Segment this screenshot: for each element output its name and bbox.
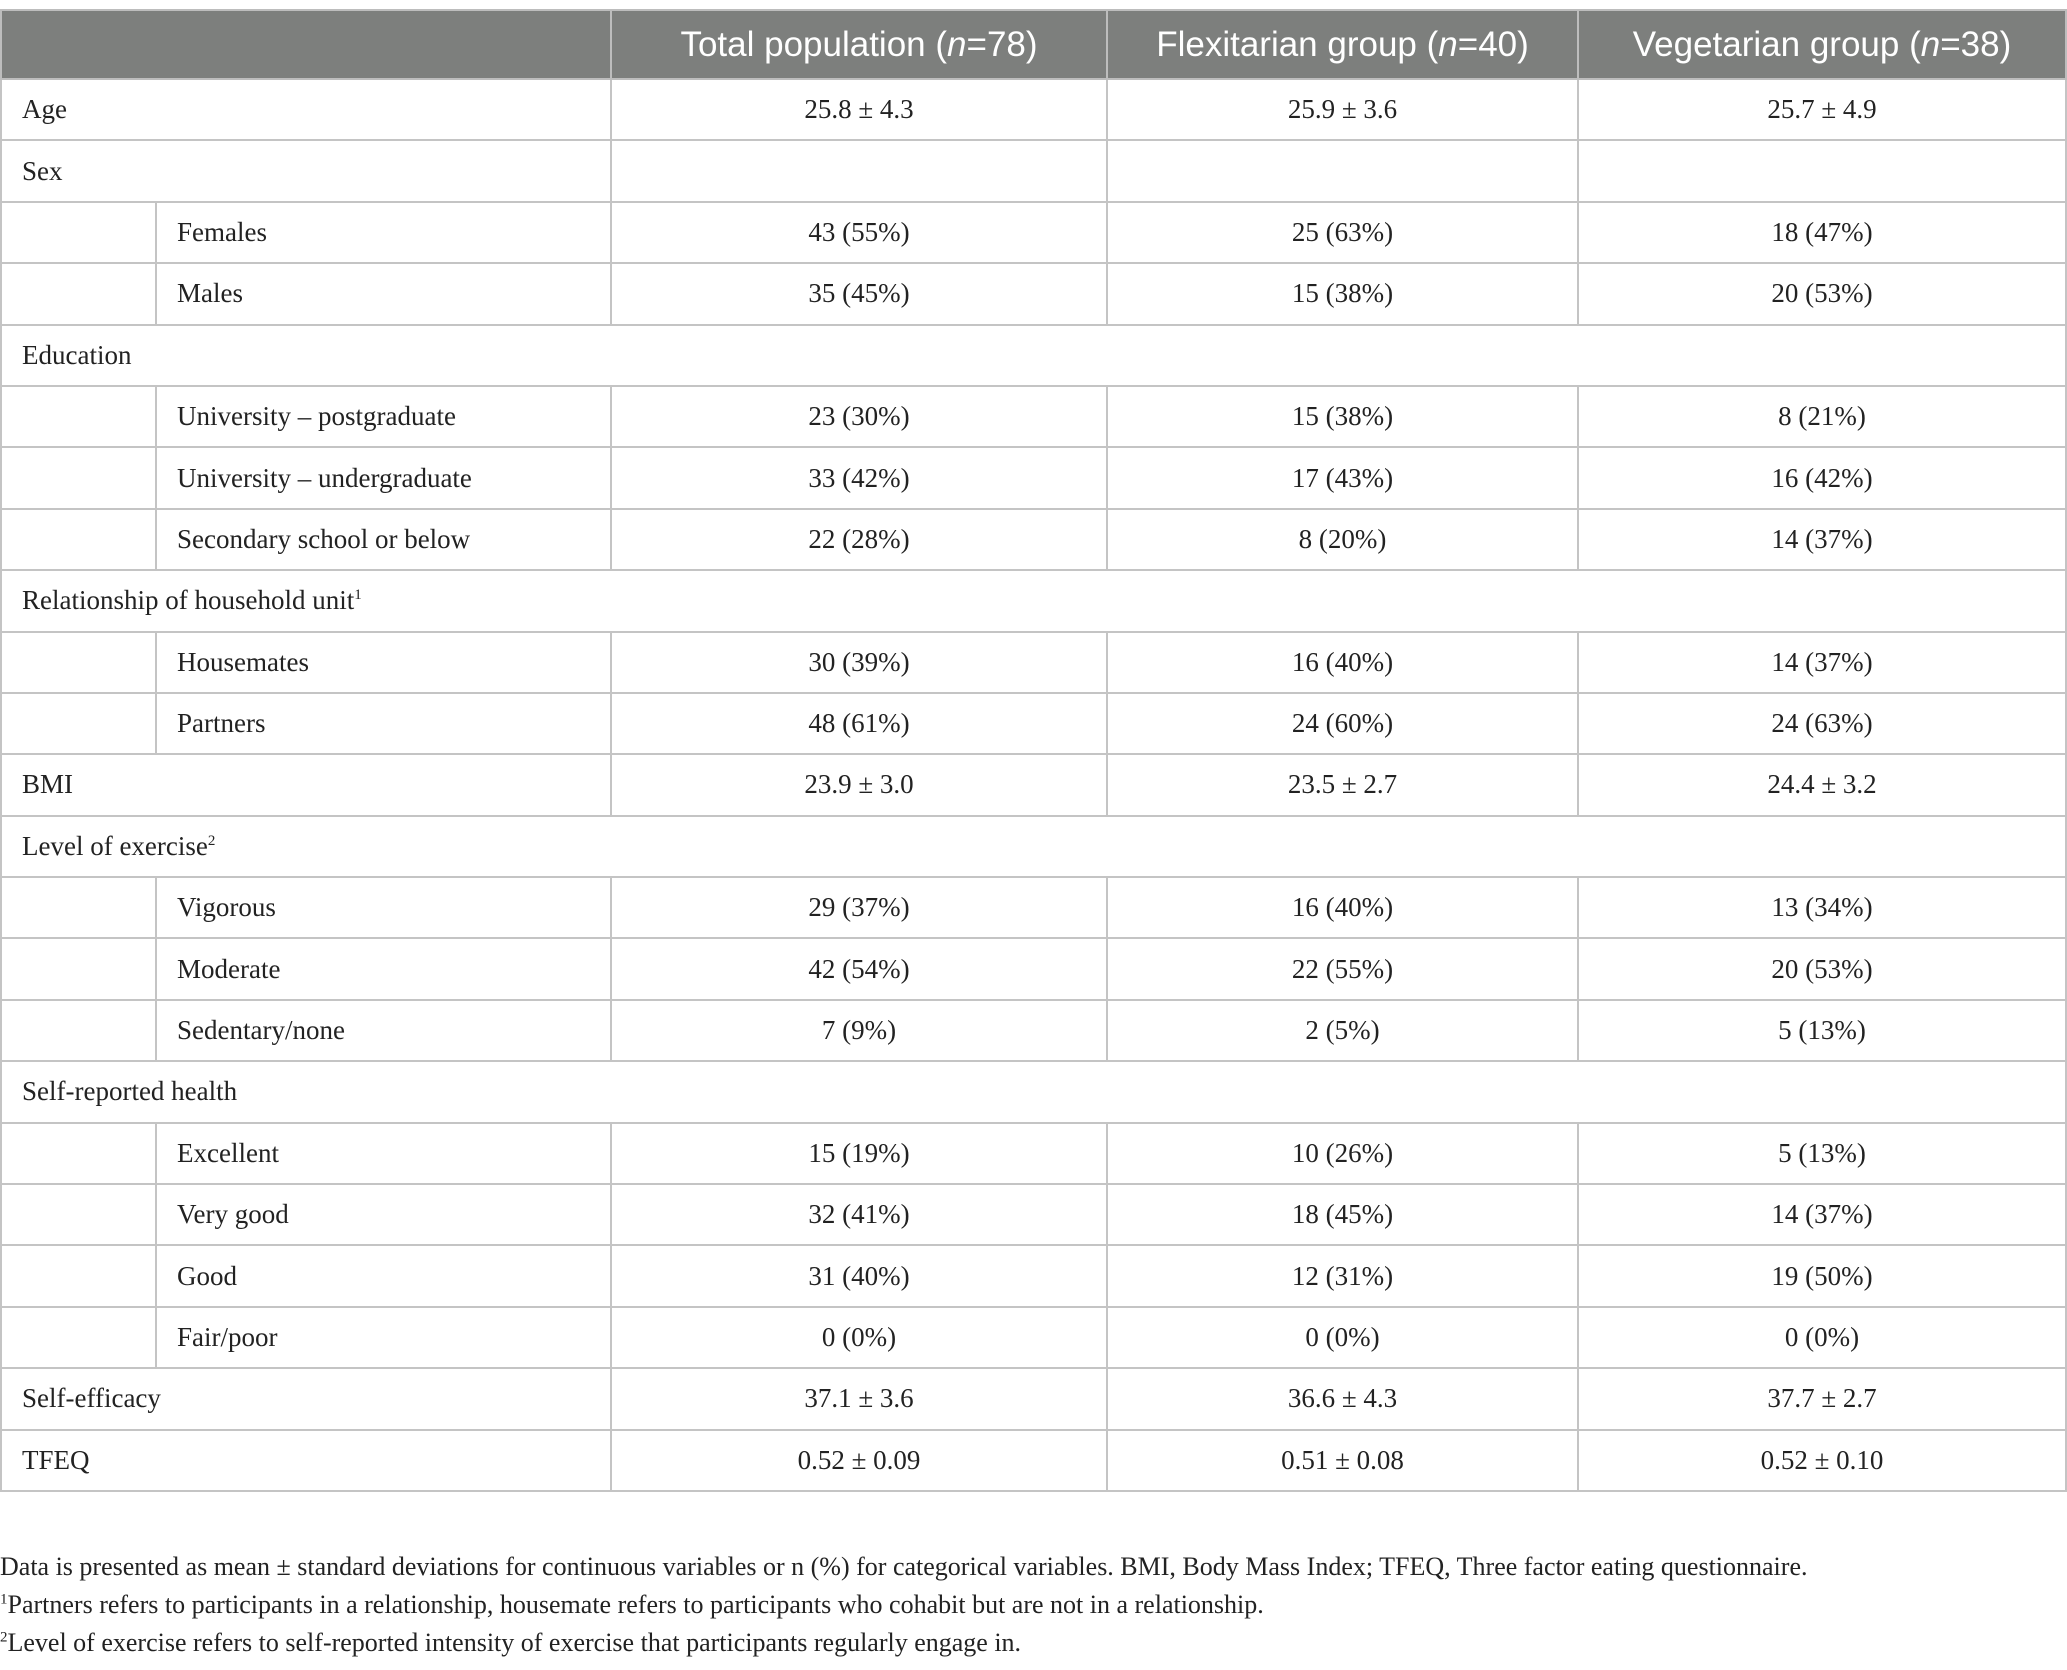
indent-cell <box>1 263 156 324</box>
value-cell: 25.7 ± 4.9 <box>1578 79 2066 140</box>
table-row <box>1 263 2066 324</box>
sub-row-label: Good <box>156 1245 611 1306</box>
value-cell: 23 (30%) <box>611 386 1107 447</box>
sub-row-label: Partners <box>156 693 611 754</box>
header-text: Flexitarian group ( <box>1156 24 1439 64</box>
value-cell: 23.5 ± 2.7 <box>1107 754 1578 815</box>
footnote-text: Level of exercise refers to self-reported intensity of exercise that participants regularly engage in. <box>7 1628 1022 1657</box>
value-cell: 25.8 ± 4.3 <box>611 79 1107 140</box>
value-cell: 5 (13%) <box>1578 1000 2066 1061</box>
section-label-text: Relationship of household unit <box>22 585 355 616</box>
value-cell: 18 (47%) <box>1578 202 2066 263</box>
header-count: =38) <box>1940 24 2012 64</box>
table-row <box>1 754 2066 815</box>
sub-row-label: Females <box>156 202 611 263</box>
sub-row-label: Sedentary/none <box>156 1000 611 1061</box>
value-cell: 14 (37%) <box>1578 1184 2066 1245</box>
value-cell: 19 (50%) <box>1578 1245 2066 1306</box>
sub-row-label: Housemates <box>156 632 611 693</box>
table-row <box>1 1061 2066 1122</box>
value-cell: 0.51 ± 0.08 <box>1107 1430 1578 1491</box>
table-row <box>1 140 2066 201</box>
section-label <box>1 325 2066 386</box>
header-n: n <box>1438 24 1458 64</box>
header-count: =40) <box>1457 24 1529 64</box>
value-cell: 22 (55%) <box>1107 938 1578 999</box>
footnote-marker: 1 <box>354 587 362 604</box>
value-cell: 32 (41%) <box>611 1184 1107 1245</box>
table-header-row <box>1 10 2066 79</box>
footnote-2 <box>0 1624 1807 1662</box>
row-label: Sex <box>1 140 611 201</box>
table-row <box>1 816 2066 877</box>
sub-row-label: Secondary school or below <box>156 509 611 570</box>
value-cell: 15 (38%) <box>1107 386 1578 447</box>
sub-row-label: Moderate <box>156 938 611 999</box>
header-text: Vegetarian group ( <box>1632 24 1921 64</box>
indent-cell <box>1 632 156 693</box>
empty-cell <box>1107 140 1578 201</box>
footnote-text: Partners refers to participants in a relationship, housemate refers to participants who cohabit but are not in a relationship. <box>7 1590 1264 1619</box>
value-cell: 0 (0%) <box>1107 1307 1578 1368</box>
value-cell: 33 (42%) <box>611 447 1107 508</box>
indent-cell <box>1 386 156 447</box>
value-cell: 24 (63%) <box>1578 693 2066 754</box>
indent-cell <box>1 202 156 263</box>
table-row <box>1 1184 2066 1245</box>
value-cell: 20 (53%) <box>1578 263 2066 324</box>
general-note: Data is presented as mean ± standard deviations for continuous variables or n (%) for categorical variables. BMI, Body Mass Index; TFEQ, Three factor eating questionnaire. <box>0 1552 1808 1581</box>
section-label <box>1 1061 2066 1122</box>
value-cell: 37.7 ± 2.7 <box>1578 1368 2066 1429</box>
table-row <box>1 877 2066 938</box>
header-n: n <box>1920 24 1941 64</box>
empty-cell <box>611 140 1107 201</box>
header-total-population <box>611 10 1107 79</box>
value-cell: 25 (63%) <box>1107 202 1578 263</box>
table-row <box>1 325 2066 386</box>
row-label: Self-efficacy <box>1 1368 611 1429</box>
section-label <box>1 570 2066 631</box>
footnote-marker: 2 <box>207 832 216 849</box>
section-label <box>1 816 2066 877</box>
header-count: =78) <box>966 24 1038 64</box>
section-label-text: Level of exercise <box>22 830 208 861</box>
table-footnotes <box>0 1548 1807 1662</box>
footnote-marker: 1 <box>0 1591 8 1608</box>
value-cell: 18 (45%) <box>1107 1184 1578 1245</box>
indent-cell <box>1 938 156 999</box>
value-cell: 35 (45%) <box>611 263 1107 324</box>
section-label-text: Self-reported health <box>22 1076 238 1107</box>
table-row <box>1 202 2066 263</box>
value-cell: 37.1 ± 3.6 <box>611 1368 1107 1429</box>
indent-cell <box>1 1184 156 1245</box>
sub-row-label: Excellent <box>156 1123 611 1184</box>
value-cell: 23.9 ± 3.0 <box>611 754 1107 815</box>
table-row <box>1 1123 2066 1184</box>
indent-cell <box>1 447 156 508</box>
value-cell: 5 (13%) <box>1578 1123 2066 1184</box>
value-cell: 24.4 ± 3.2 <box>1578 754 2066 815</box>
value-cell: 16 (40%) <box>1107 632 1578 693</box>
value-cell: 48 (61%) <box>611 693 1107 754</box>
indent-cell <box>1 1123 156 1184</box>
section-label-text: Education <box>22 339 132 370</box>
value-cell: 17 (43%) <box>1107 447 1578 508</box>
indent-cell <box>1 877 156 938</box>
table-row <box>1 79 2066 140</box>
table-row <box>1 386 2066 447</box>
indent-cell <box>1 693 156 754</box>
value-cell: 14 (37%) <box>1578 632 2066 693</box>
table-row <box>1 1000 2066 1061</box>
table-row <box>1 509 2066 570</box>
sub-row-label: Vigorous <box>156 877 611 938</box>
value-cell: 0.52 ± 0.09 <box>611 1430 1107 1491</box>
value-cell: 31 (40%) <box>611 1245 1107 1306</box>
value-cell: 42 (54%) <box>611 938 1107 999</box>
value-cell: 15 (38%) <box>1107 263 1578 324</box>
table-row <box>1 1368 2066 1429</box>
table-row <box>1 1430 2066 1491</box>
table-row <box>1 1245 2066 1306</box>
footnote-1 <box>0 1586 1807 1624</box>
value-cell: 7 (9%) <box>611 1000 1107 1061</box>
header-n: n <box>947 24 967 64</box>
value-cell: 10 (26%) <box>1107 1123 1578 1184</box>
sub-row-label: Very good <box>156 1184 611 1245</box>
row-label: Age <box>1 79 611 140</box>
sub-row-label: University – postgraduate <box>156 386 611 447</box>
header-text: Total population ( <box>680 24 948 64</box>
value-cell: 43 (55%) <box>611 202 1107 263</box>
table-row <box>1 938 2066 999</box>
value-cell: 20 (53%) <box>1578 938 2066 999</box>
table-row <box>1 693 2066 754</box>
value-cell: 0 (0%) <box>1578 1307 2066 1368</box>
indent-cell <box>1 1307 156 1368</box>
indent-cell <box>1 509 156 570</box>
value-cell: 24 (60%) <box>1107 693 1578 754</box>
sub-row-label: Males <box>156 263 611 324</box>
value-cell: 36.6 ± 4.3 <box>1107 1368 1578 1429</box>
table-row <box>1 632 2066 693</box>
value-cell: 2 (5%) <box>1107 1000 1578 1061</box>
value-cell: 14 (37%) <box>1578 509 2066 570</box>
table-row <box>1 447 2066 508</box>
row-label: TFEQ <box>1 1430 611 1491</box>
value-cell: 30 (39%) <box>611 632 1107 693</box>
footnote-marker: 2 <box>0 1629 8 1646</box>
value-cell: 12 (31%) <box>1107 1245 1578 1306</box>
value-cell: 13 (34%) <box>1578 877 2066 938</box>
value-cell: 15 (19%) <box>611 1123 1107 1184</box>
value-cell: 29 (37%) <box>611 877 1107 938</box>
table-body <box>1 79 2066 1491</box>
empty-cell <box>1578 140 2066 201</box>
demographics-table <box>0 9 2067 1492</box>
value-cell: 25.9 ± 3.6 <box>1107 79 1578 140</box>
value-cell: 8 (20%) <box>1107 509 1578 570</box>
value-cell: 0.52 ± 0.10 <box>1578 1430 2066 1491</box>
sub-row-label: Fair/poor <box>156 1307 611 1368</box>
header-vegetarian-group <box>1578 10 2066 79</box>
value-cell: 16 (40%) <box>1107 877 1578 938</box>
indent-cell <box>1 1000 156 1061</box>
indent-cell <box>1 1245 156 1306</box>
header-flexitarian-group <box>1107 10 1578 79</box>
table-row <box>1 570 2066 631</box>
value-cell: 0 (0%) <box>611 1307 1107 1368</box>
value-cell: 22 (28%) <box>611 509 1107 570</box>
value-cell: 16 (42%) <box>1578 447 2066 508</box>
value-cell: 8 (21%) <box>1578 386 2066 447</box>
header-blank <box>1 10 611 79</box>
sub-row-label: University – undergraduate <box>156 447 611 508</box>
table-row <box>1 1307 2066 1368</box>
row-label: BMI <box>1 754 611 815</box>
